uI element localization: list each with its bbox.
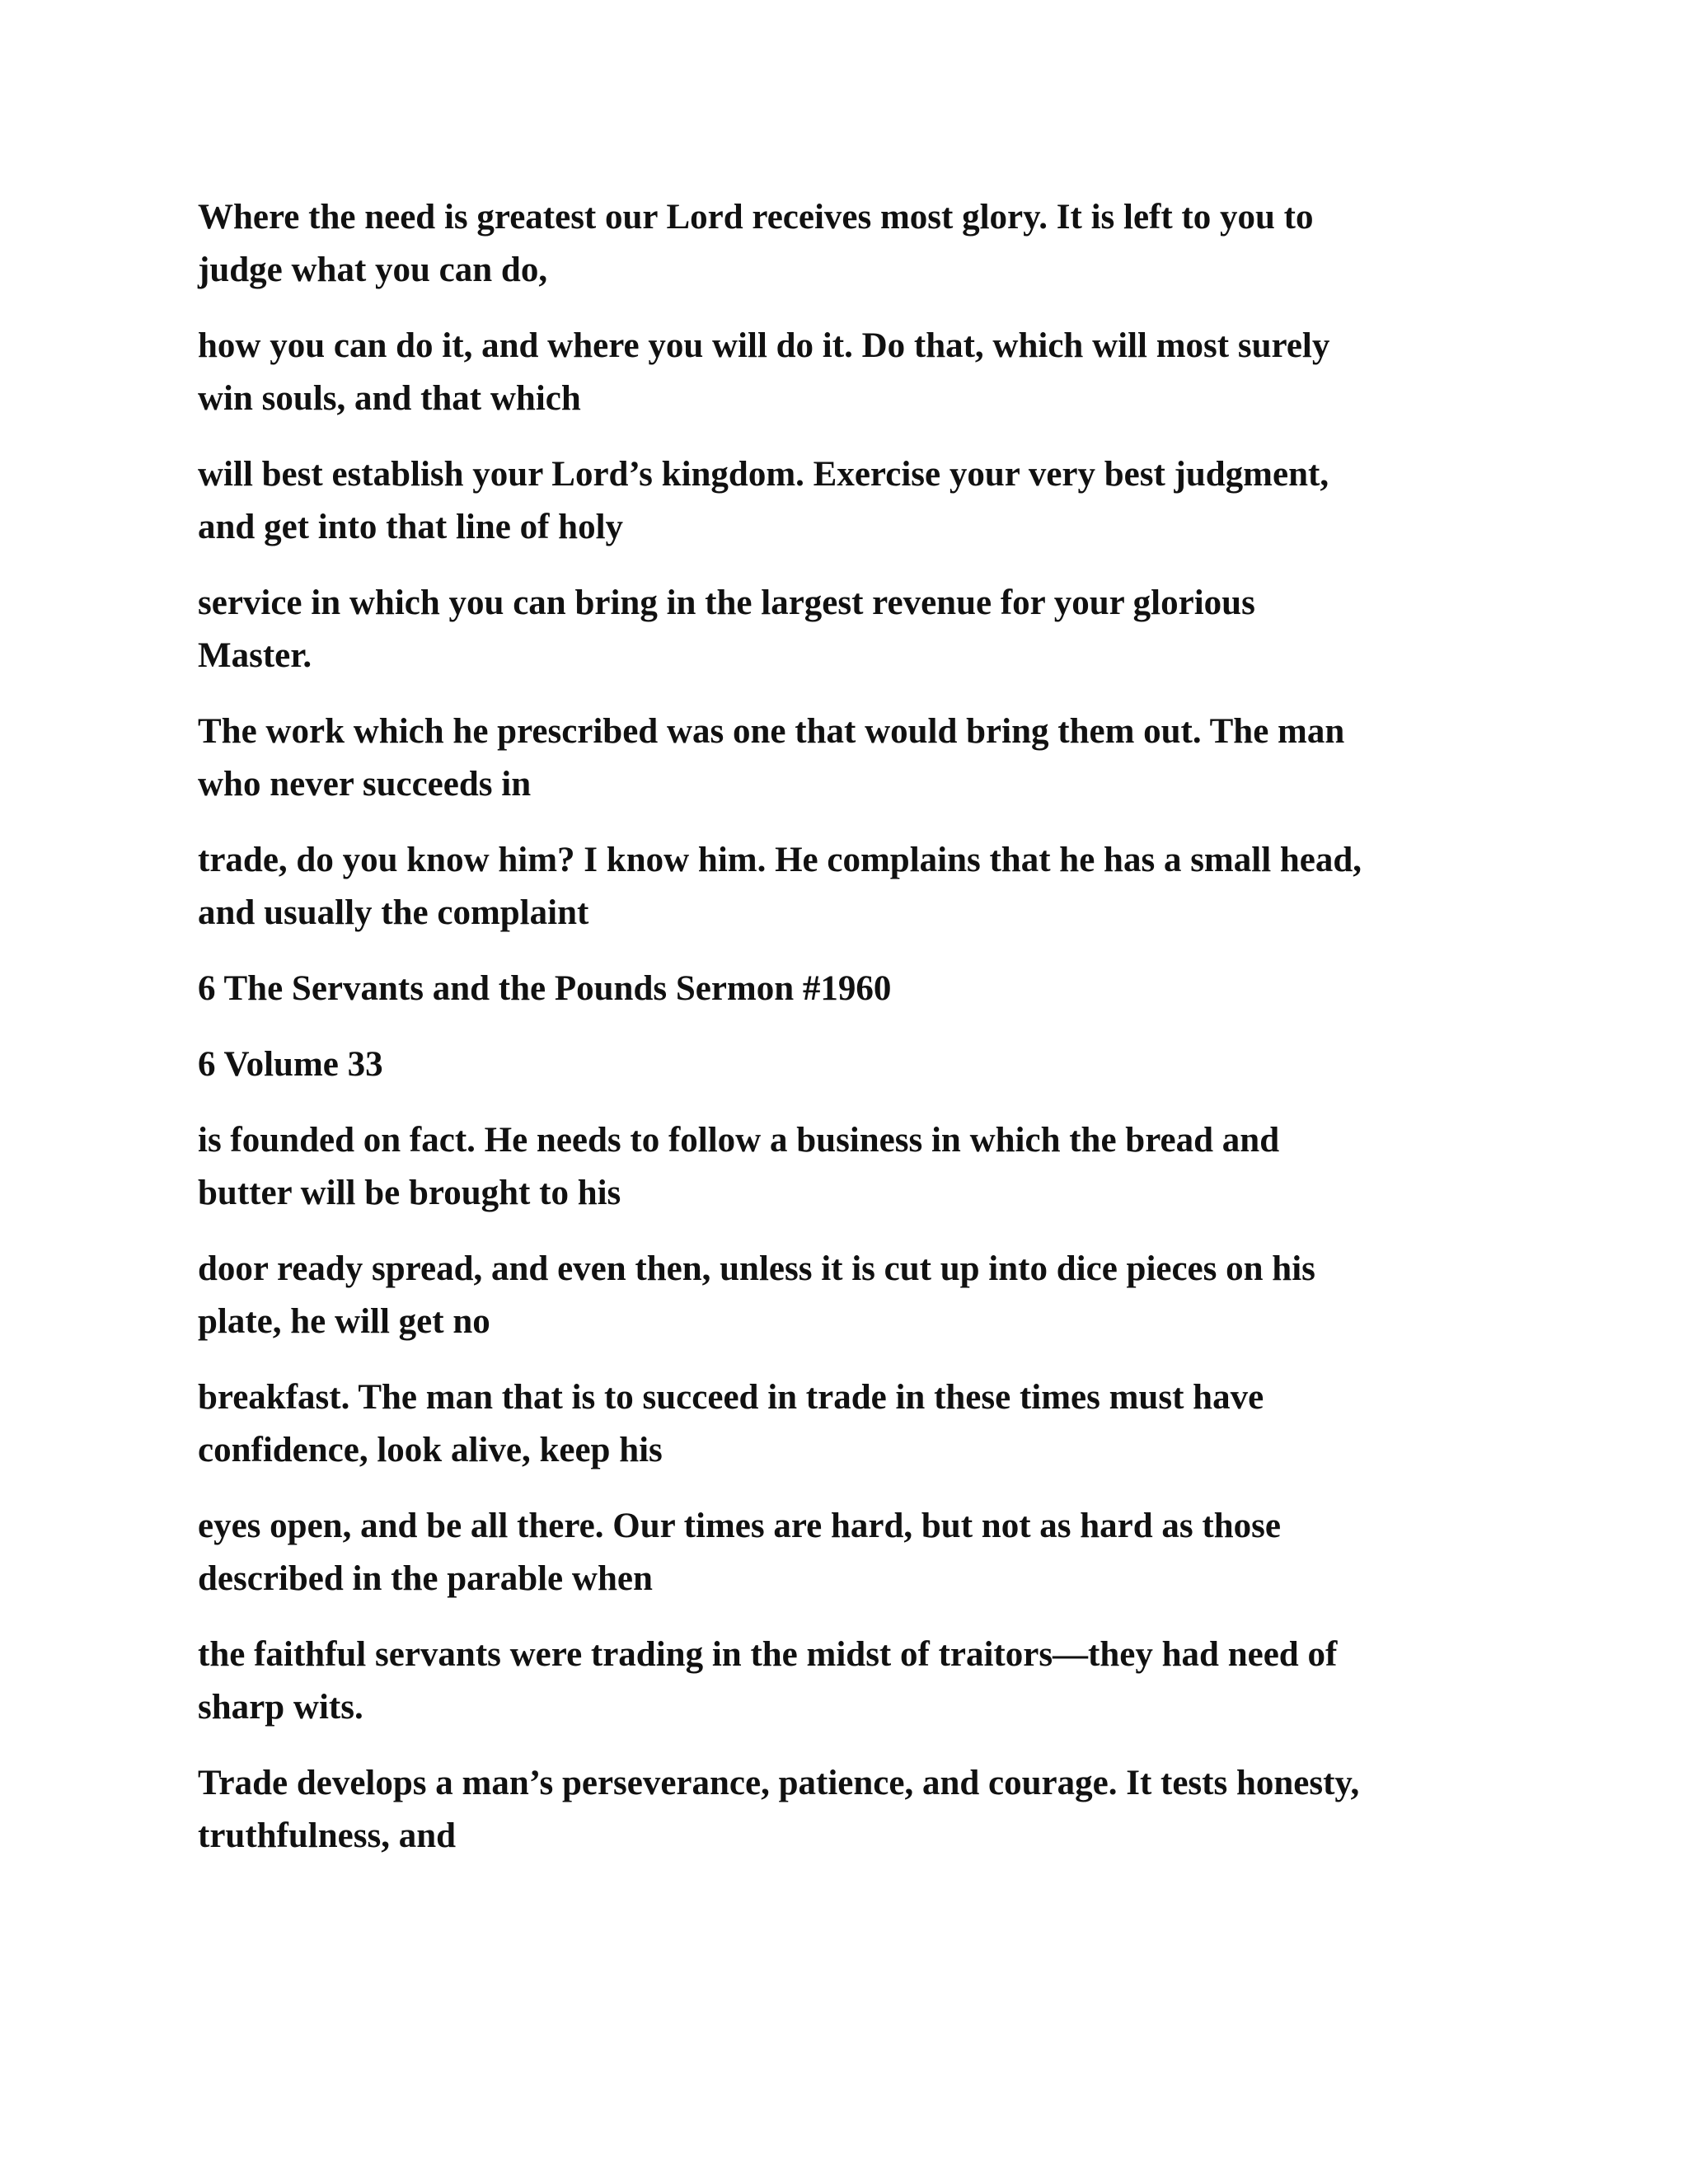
- text-line: who never succeeds in: [198, 765, 532, 804]
- text-line: Master.: [198, 636, 312, 675]
- text-line: eyes open, and be all there. Our times are hard, but not as hard as those: [198, 1507, 1281, 1545]
- text-line: will best establish your Lord’s kingdom. Exercise your very best judgment,: [198, 455, 1329, 494]
- running-header-title: [198, 963, 1500, 1015]
- paragraph: [198, 1114, 1500, 1220]
- text-line: judge what you can do,: [198, 251, 548, 289]
- text-line: truthfulness, and: [198, 1816, 457, 1855]
- text-line: Trade develops a man’s perseverance, patience, and courage. It tests honesty,: [198, 1764, 1360, 1802]
- text-line: door ready spread, and even then, unless it is cut up into dice pieces on his: [198, 1249, 1315, 1288]
- text-line: confidence, look alive, keep his: [198, 1431, 663, 1469]
- text-line: sharp wits.: [198, 1688, 363, 1727]
- running-header-volume: [198, 1038, 1500, 1091]
- paragraph: [198, 1243, 1500, 1348]
- page-text-body: [198, 191, 1500, 1886]
- text-line: how you can do it, and where you will do it. Do that, which will most surely: [198, 326, 1330, 365]
- paragraph: [198, 448, 1500, 554]
- text-line: 6 Volume 33: [198, 1045, 383, 1084]
- paragraph: [198, 1757, 1500, 1863]
- paragraph: [198, 1629, 1500, 1734]
- text-line: trade, do you know him? I know him. He complains that he has a small head,: [198, 841, 1362, 879]
- paragraph: [198, 191, 1500, 297]
- paragraph: [198, 1500, 1500, 1605]
- text-line: is founded on fact. He needs to follow a business in which the bread and: [198, 1121, 1280, 1160]
- paragraph: [198, 705, 1500, 811]
- text-line: the faithful servants were trading in the midst of traitors—they had need of: [198, 1635, 1338, 1674]
- text-line: butter will be brought to his: [198, 1174, 621, 1212]
- text-line: plate, he will get no: [198, 1302, 490, 1341]
- text-line: 6 The Servants and the Pounds Sermon #1960: [198, 969, 892, 1008]
- text-line: The work which he prescribed was one that would bring them out. The man: [198, 712, 1345, 751]
- paragraph: [198, 1371, 1500, 1477]
- text-line: service in which you can bring in the largest revenue for your glorious: [198, 583, 1255, 622]
- paragraph: [198, 577, 1500, 682]
- text-line: win souls, and that which: [198, 379, 581, 418]
- text-line: breakfast. The man that is to succeed in trade in these times must have: [198, 1378, 1264, 1417]
- text-line: and usually the complaint: [198, 893, 589, 932]
- text-line: Where the need is greatest our Lord receives most glory. It is left to you to: [198, 198, 1314, 237]
- paragraph: [198, 834, 1500, 940]
- text-line: described in the parable when: [198, 1559, 653, 1598]
- paragraph: [198, 320, 1500, 425]
- text-line: and get into that line of holy: [198, 508, 624, 546]
